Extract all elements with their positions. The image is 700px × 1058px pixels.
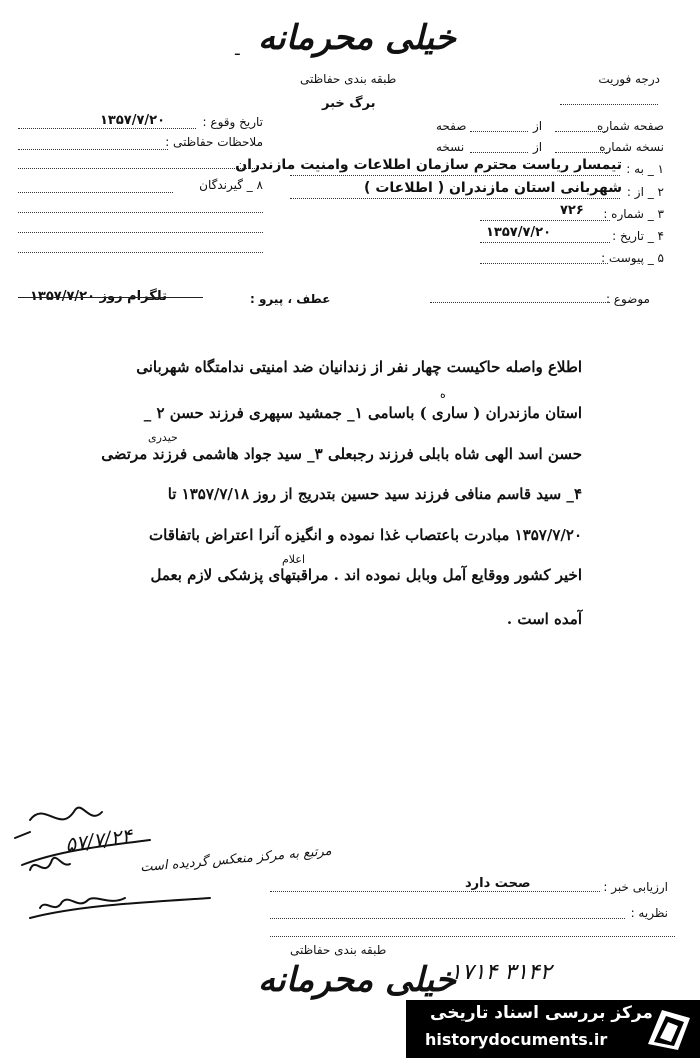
- footer-classification-label: طبقه بندی حفاظتی: [290, 943, 387, 957]
- insertion-above-line6: اعلام: [282, 553, 305, 566]
- from-line: [290, 198, 620, 199]
- evaluation-label: ارزیابی خبر :: [603, 880, 668, 894]
- subject-label: موضوع :: [605, 292, 650, 306]
- page-of-label: از: [533, 119, 543, 133]
- page-label: صفحه: [436, 119, 467, 133]
- footer-title: خیلی محرمانه: [258, 960, 456, 1000]
- to-line: [290, 175, 620, 176]
- from-label: ۲ _ از :: [626, 185, 664, 199]
- watermark-org-name: مرکز بررسی اسناد تاریخی: [430, 1003, 653, 1023]
- footer-handwritten-numbers: ۳۱۴۲ ۱۷۱۴: [450, 960, 552, 985]
- insertion-above-line3: حیدری: [148, 431, 178, 444]
- recipients-line-2: [18, 212, 263, 213]
- form-name: برگ خبر: [322, 96, 376, 111]
- incident-date-value: ۱۳۵۷/۷/۲۰: [100, 113, 166, 128]
- date-label: ۴ _ تاریخ :: [612, 229, 664, 243]
- copy-number-label: نسخه شماره: [599, 140, 664, 154]
- incident-date-line: [18, 128, 196, 129]
- copy-number-line: [555, 152, 607, 153]
- date-line: [480, 242, 610, 243]
- evaluation-line: [270, 891, 600, 892]
- body-line-2: استان مازندران ( ساری ) باسامی ۱_ جمشید سپهری فرزند حسن ۲ _: [143, 404, 582, 422]
- handwritten-note: مرتبع به مرکز منعکس گردیده است: [139, 843, 333, 876]
- watermark-url: historydocuments.ir: [425, 1030, 608, 1049]
- remarks-line-1: [18, 149, 168, 150]
- document-title: خیلی محرمانه: [258, 18, 456, 58]
- to-value: تیمسار ریاست محترم سازمان اطلاعات وامنیت مازندران: [235, 157, 622, 173]
- page-of-line: [470, 131, 528, 132]
- followup-value: تلگرام روز ۱۳۵۷/۷/۲۰: [30, 289, 167, 304]
- classification-label: طبقه بندی حفاظتی: [300, 72, 397, 86]
- body-line-7: آمده است .: [506, 610, 582, 628]
- page-number-label: صفحه شماره: [597, 119, 664, 133]
- handwritten-date: ۵۷/۷/۲۴: [63, 823, 134, 857]
- number-line: [480, 220, 610, 221]
- from-value: شهربانی استان مازندران ( اطلاعات ): [364, 180, 622, 196]
- attachment-label: ۵ _ پیوست :: [601, 251, 664, 265]
- header-mark: ـ: [235, 40, 240, 59]
- recipients-line-4: [18, 252, 263, 253]
- number-label: ۳ _ شماره :: [603, 207, 664, 221]
- opinion-label: نظریه :: [630, 906, 668, 920]
- page-number-line: [555, 131, 607, 132]
- attachment-line: [480, 263, 608, 264]
- subject-line: [430, 302, 610, 303]
- remarks-label: ملاحظات حفاظتی :: [165, 135, 263, 149]
- handwritten-signatures: [0, 790, 260, 930]
- opinion-line-2: [270, 936, 675, 937]
- followup-label: عطف ، پیرو :: [250, 292, 331, 306]
- body-line-5: ۱۳۵۷/۷/۲۰ مبادرت باعتصاب غذا نموده و انگیزه آنرا اعتراض باتفاقات: [149, 526, 582, 544]
- priority-label: درجه فوریت: [598, 72, 660, 86]
- recipients-line-3: [18, 232, 263, 233]
- incident-date-label: تاریخ وقوع :: [202, 115, 263, 129]
- date-value: ۱۳۵۷/۷/۲۰: [486, 225, 552, 240]
- copy-of-line: [470, 152, 528, 153]
- to-label: ۱ _ به :: [626, 162, 664, 176]
- copy-label: نسخه: [436, 140, 465, 154]
- body-line-6: اخیر کشور ووقایع آمل وبابل نموده اند . مراقبتهای پزشکی لازم بعمل: [150, 566, 582, 584]
- priority-line: [560, 104, 658, 105]
- copy-of-label: از: [533, 140, 543, 154]
- watermark-logo-icon: [640, 1004, 694, 1054]
- insertion-above-line2: ه: [440, 388, 446, 401]
- body-line-1: اطلاع واصله حاکیست چهار نفر از زندانیان ضد امنیتی ندامتگاه شهربانی: [136, 358, 582, 376]
- recipients-line-1: [18, 192, 173, 193]
- followup-strikeline: [18, 297, 203, 298]
- body-line-4: ۴_ سید قاسم منافی فرزند سید حسین بتدریج از روز ۱۳۵۷/۷/۱۸ تا: [167, 485, 582, 503]
- body-line-3: حسن اسد الهی شاه بابلی فرزند رجبعلی ۳_ سید جواد هاشمی فرزند مرتضی: [101, 445, 582, 463]
- recipients-label: ۸ _ گیرندگان: [199, 178, 263, 192]
- number-value: ۷۲۶: [560, 203, 584, 218]
- opinion-line-1: [270, 918, 625, 919]
- remarks-line-2: [18, 168, 263, 169]
- evaluation-value: صحت دارد: [465, 876, 531, 891]
